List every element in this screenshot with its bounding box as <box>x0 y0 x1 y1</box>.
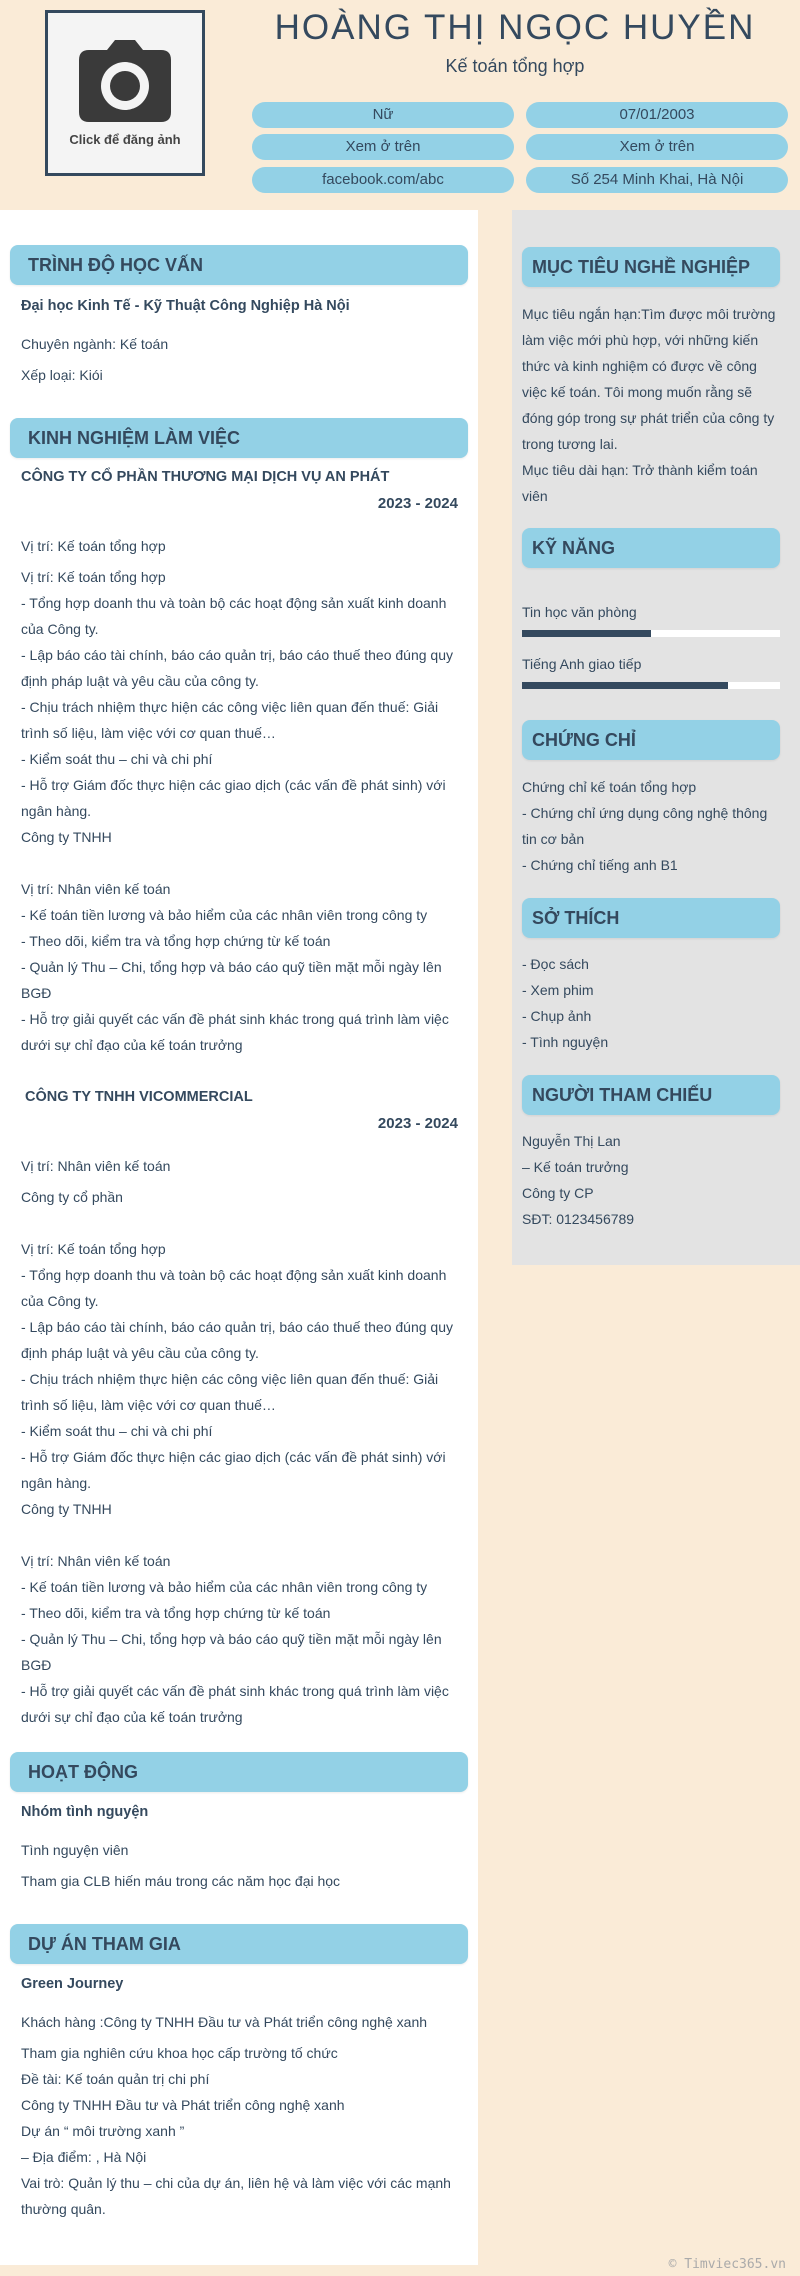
camera-icon <box>79 40 171 122</box>
skill-bar <box>522 630 780 637</box>
job-2-description <box>21 1184 461 1730</box>
avatar-caption: Click để đăng ảnh <box>69 131 181 147</box>
candidate-name: HOÀNG THỊ NGỌC HUYỀN <box>274 8 756 47</box>
activity-role: Tình nguyện viên <box>21 1842 129 1858</box>
job-2-line: - Quản lý Thu – Chi, tổng hợp và báo cáo quỹ tiền mặt mỗi ngày lên BGĐ <box>21 1631 442 1673</box>
projects-heading: DỰ ÁN THAM GIA <box>10 1924 468 1964</box>
skill-bar-fill <box>522 682 728 689</box>
certificates-list <box>522 774 784 878</box>
job-2-line: - Lập báo cáo tài chính, báo cáo quản trị, báo cáo thuế theo đúng quy định pháp luật và yêu cầu của công ty. <box>21 1319 453 1361</box>
objective-heading: MỤC TIÊU NGHỀ NGHIỆP <box>522 247 780 287</box>
job-2-spacer <box>21 1210 461 1236</box>
objective-short-term: Mục tiêu ngắn hạn:Tìm được môi trường làm việc mới phù hợp, với những kiến thức và kinh nghiệm có được về công việc kế toán. Tôi mong muốn rằng sẽ đóng góp trong sự phát triển của công ty trong tương lai. <box>522 306 776 452</box>
hobby-item: - Đọc sách <box>522 956 589 972</box>
skill-bar <box>522 682 780 689</box>
cv-header <box>0 0 800 200</box>
reference-item: Nguyễn Thị Lan <box>522 1133 621 1149</box>
job-2-line: - Hỗ trợ giải quyết các vấn đề phát sinh khác trong quá trình làm việc dưới sự chỉ đạo của kế toán trưởng <box>21 1683 449 1725</box>
certificate-item: Chứng chỉ kế toán tổng hợp <box>522 779 697 795</box>
project-line: – Địa điểm: , Hà Nội <box>21 2149 147 2165</box>
job-1-position: Vị trí: Kế toán tổng hợp <box>21 538 166 554</box>
job-1-line: - Hỗ trợ giải quyết các vấn đề phát sinh khác trong quá trình làm việc dưới sự chỉ đạo của kế toán trưởng <box>21 1011 449 1053</box>
job-1-line: - Quản lý Thu – Chi, tổng hợp và báo cáo quỹ tiền mặt mỗi ngày lên BGĐ <box>21 959 442 1001</box>
address-field[interactable]: Số 254 Minh Khai, Hà Nội <box>526 167 788 193</box>
project-line: Công ty TNHH Đầu tư và Phát triển công nghệ xanh <box>21 2097 345 2113</box>
job-1-description <box>21 564 461 1058</box>
education-heading: TRÌNH ĐỘ HỌC VẤN <box>10 245 468 285</box>
job-1-spacer <box>21 850 461 876</box>
job-1-line: Vị trí: Kế toán tổng hợp <box>21 569 166 585</box>
reference-item: – Kế toán trưởng <box>522 1159 629 1175</box>
project-description <box>21 2040 461 2222</box>
activity-group: Nhóm tình nguyện <box>21 1804 149 1820</box>
skill-name: Tiếng Anh giao tiếp <box>522 656 642 672</box>
job-1-line: - Tổng hợp doanh thu và toàn bộ các hoạt động sản xuất kinh doanh của Công ty. <box>21 595 447 637</box>
education-school: Đại học Kinh Tế - Kỹ Thuật Công Nghiệp Hà Nội <box>21 298 350 314</box>
objective-text <box>522 301 784 509</box>
job-title: Kế toán tổng hợp <box>445 56 585 76</box>
activity-detail: Tham gia CLB hiến máu trong các năm học đại học <box>21 1873 341 1889</box>
job-2-spacer <box>21 1522 461 1548</box>
reference-item: SĐT: 0123456789 <box>522 1211 635 1227</box>
job-2-line: - Kiểm soát thu – chi và chi phí <box>21 1423 213 1439</box>
job-2-line: - Tổng hợp doanh thu và toàn bộ các hoạt động sản xuất kinh doanh của Công ty. <box>21 1267 447 1309</box>
job-2-line: - Chịu trách nhiệm thực hiện các công việc liên quan đến thuế: Giải trình số liệu, làm việc với cơ quan thuế… <box>21 1371 439 1413</box>
reference-item: Công ty CP <box>522 1185 594 1201</box>
job-2-line: Công ty TNHH <box>21 1501 112 1517</box>
job-2-line: - Hỗ trợ Giám đốc thực hiện các giao dịch (các vấn đề phát sinh) với ngân hàng. <box>21 1449 446 1491</box>
references-list <box>522 1128 784 1232</box>
job-1-line: - Hỗ trợ Giám đốc thực hiện các giao dịch (các vấn đề phát sinh) với ngân hàng. <box>21 777 446 819</box>
job-1-line: Vị trí: Nhân viên kế toán <box>21 881 171 897</box>
project-name: Green Journey <box>21 1976 124 1992</box>
job-2-company: CÔNG TY TNHH VICOMMERCIAL <box>25 1089 253 1105</box>
sidebar-column <box>512 210 800 1265</box>
skills-heading: KỸ NĂNG <box>522 528 780 568</box>
references-heading: NGƯỜI THAM CHIẾU <box>522 1075 780 1115</box>
certificate-item: - Chứng chỉ ứng dụng công nghệ thông tin cơ bản <box>522 805 768 847</box>
job-1-line: - Kế toán tiền lương và bảo hiểm của các nhân viên trong công ty <box>21 907 428 923</box>
job-1-period: 2023 - 2024 <box>377 495 458 512</box>
project-client: Khách hàng :Công ty TNHH Đầu tư và Phát triển công nghệ xanh <box>21 2014 428 2030</box>
project-line: Đề tài: Kế toán quản trị chi phí <box>21 2071 210 2087</box>
skill-name: Tin học văn phòng <box>522 604 637 620</box>
job-2-position: Vị trí: Nhân viên kế toán <box>21 1158 171 1174</box>
avatar-upload[interactable] <box>45 10 205 176</box>
main-column <box>0 210 478 2265</box>
phone-field[interactable]: Xem ở trên <box>252 134 514 160</box>
skill-bar-fill <box>522 630 651 637</box>
job-1-line: Công ty TNHH <box>21 829 112 845</box>
job-1-company: CÔNG TY CỔ PHẦN THƯƠNG MẠI DỊCH VỤ AN PHÁT <box>21 469 390 485</box>
job-2-line: - Theo dõi, kiểm tra và tổng hợp chứng từ kế toán <box>21 1605 331 1621</box>
job-1-line: - Lập báo cáo tài chính, báo cáo quản trị, báo cáo thuế theo đúng quy định pháp luật và yêu cầu của công ty. <box>21 647 453 689</box>
website-field[interactable]: facebook.com/abc <box>252 167 514 193</box>
education-major: Chuyên ngành: Kế toán <box>21 336 169 352</box>
activities-heading: HOẠT ĐỘNG <box>10 1752 468 1792</box>
experience-heading: KINH NGHIỆM LÀM VIỆC <box>10 418 468 458</box>
gender-field[interactable]: Nữ <box>252 102 514 128</box>
job-1-line: - Chịu trách nhiệm thực hiện các công việc liên quan đến thuế: Giải trình số liệu, làm việc với cơ quan thuế… <box>21 699 439 741</box>
certificate-item: - Chứng chỉ tiếng anh B1 <box>522 857 678 873</box>
project-line: Vai trò: Quản lý thu – chi của dự án, liên hệ và làm việc với các mạnh thường quân. <box>21 2175 451 2217</box>
job-1-line: - Theo dõi, kiểm tra và tổng hợp chứng từ kế toán <box>21 933 331 949</box>
certificates-heading: CHỨNG CHỈ <box>522 720 780 760</box>
job-2-period: 2023 - 2024 <box>377 1115 458 1132</box>
hobbies-heading: SỞ THÍCH <box>522 898 780 938</box>
objective-long-term: Mục tiêu dài hạn: Trở thành kiểm toán viên <box>522 462 758 504</box>
job-2-line: Vị trí: Nhân viên kế toán <box>21 1553 171 1569</box>
hobby-item: - Tình nguyện <box>522 1034 609 1050</box>
hobbies-list <box>522 951 784 1055</box>
job-1-line: - Kiểm soát thu – chi và chi phí <box>21 751 213 767</box>
job-2-line: Công ty cổ phần <box>21 1189 123 1205</box>
project-line: Dự án “ môi trường xanh ” <box>21 2123 185 2139</box>
email-field[interactable]: Xem ở trên <box>526 134 788 160</box>
birthdate-field[interactable]: 07/01/2003 <box>526 102 788 128</box>
education-grade: Xếp loại: Kiói <box>21 367 103 383</box>
job-2-line: Vị trí: Kế toán tổng hợp <box>21 1241 166 1257</box>
hobby-item: - Xem phim <box>522 982 594 998</box>
project-line: Tham gia nghiên cứu khoa học cấp trường tố chức <box>21 2045 338 2061</box>
hobby-item: - Chụp ảnh <box>522 1008 592 1024</box>
job-2-line: - Kế toán tiền lương và bảo hiểm của các nhân viên trong công ty <box>21 1579 428 1595</box>
watermark: © Timviec365.vn <box>668 2257 786 2272</box>
